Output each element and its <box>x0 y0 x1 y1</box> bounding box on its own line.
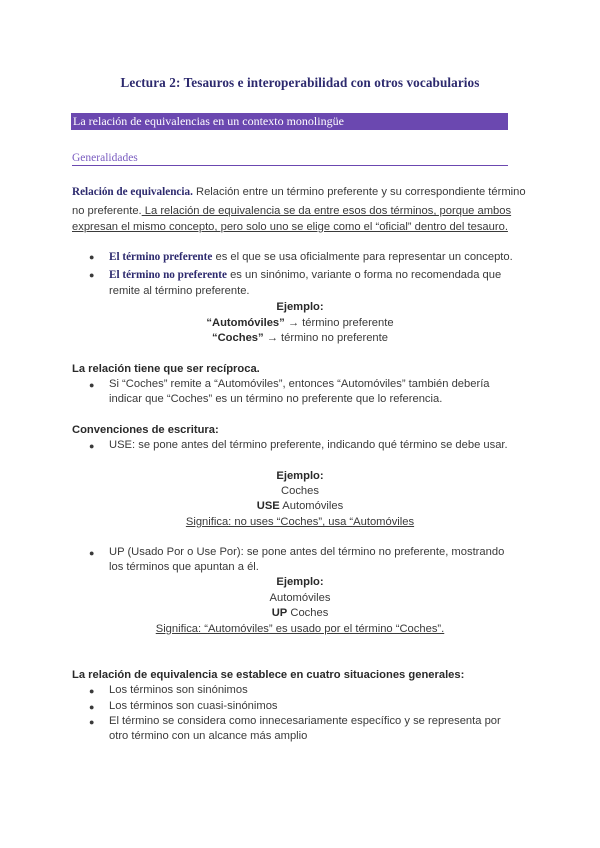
use-example-meaning: Significa: no uses “Coches”, usa “Automóviles <box>185 516 415 528</box>
bullet-dot: ● <box>89 548 95 558</box>
reciprocal-heading: La relación tiene que ser recíproca. <box>72 363 260 375</box>
section-banner: La relación de equivalencias en un contexto monolingüe <box>71 113 508 130</box>
bullet-dot: ● <box>89 702 95 712</box>
reciprocal-line-1: Si “Coches” remite a “Automóviles”, entonces “Automóviles” también debería <box>109 378 490 390</box>
situation-item: Los términos son sinónimos <box>109 684 248 696</box>
bullet-dot: ● <box>89 441 95 451</box>
bullet-no-preferente: El término no preferente es un sinónimo, variante o forma no recomendada que <box>109 269 502 281</box>
example-label: Ejemplo: <box>276 301 324 313</box>
example-line-2: “Coches” → término no preferente <box>212 332 388 344</box>
intro-line-2: no preferente. La relación de equivalencia se da entre esos dos términos, porque ambos <box>72 205 512 217</box>
bullet-dot: ● <box>89 380 95 390</box>
bullet-preferente: El término preferente es el que se usa oficialmente para representar un concepto. <box>109 251 513 263</box>
example-line-1: “Automóviles” → término preferente <box>206 317 394 329</box>
situation-item: El término se considera como innecesariamente específico y se representa por <box>109 715 501 727</box>
up-example-line-1: Automóviles <box>269 592 331 604</box>
bullet-dot: ● <box>89 252 95 262</box>
intro-term: Relación de equivalencia. <box>72 186 193 198</box>
up-example-label: Ejemplo: <box>276 576 324 588</box>
use-example-line-2: USE Automóviles <box>256 500 344 512</box>
situations-heading: La relación de equivalencia se establece en cuatro situaciones generales: <box>72 669 465 681</box>
bullet-dot: ● <box>89 270 95 280</box>
up-example-meaning: Significa: “Automóviles” es usado por el término “Coches”. <box>155 623 445 635</box>
bullet-no-preferente-cont: remite al término preferente. <box>109 285 250 297</box>
bullet-dot: ● <box>89 686 95 696</box>
situation-item: Los términos son cuasi-sinónimos <box>109 700 278 712</box>
conventions-heading: Convenciones de escritura: <box>72 424 219 436</box>
page-title: Lectura 2: Tesauros e interoperabilidad con otros vocabularios <box>120 75 480 90</box>
use-example-label: Ejemplo: <box>276 470 324 482</box>
intro-line-3: expresan el mismo concepto, pero solo uno se elige como el “oficial” dentro del tesauro. <box>72 221 508 233</box>
reciprocal-line-2: indicar que “Coches” es un término no preferente que lo referencia. <box>109 393 443 405</box>
situation-item-cont: otro término con un alcance más amplio <box>109 730 308 742</box>
section-heading: Generalidades <box>72 151 508 166</box>
intro-line-1: Relación de equivalencia. Relación entre un término preferente y su correspondiente término <box>72 186 526 198</box>
up-example-line-2: UP Coches <box>271 607 329 619</box>
use-example-line-1: Coches <box>281 485 319 497</box>
up-description-1: UP (Usado Por o Use Por): se pone antes del término no preferente, mostrando <box>109 546 505 558</box>
up-description-2: los términos que apuntan a él. <box>109 561 259 573</box>
use-description: USE: se pone antes del término preferente, indicando qué término se debe usar. <box>109 439 508 451</box>
bullet-dot: ● <box>89 717 95 727</box>
